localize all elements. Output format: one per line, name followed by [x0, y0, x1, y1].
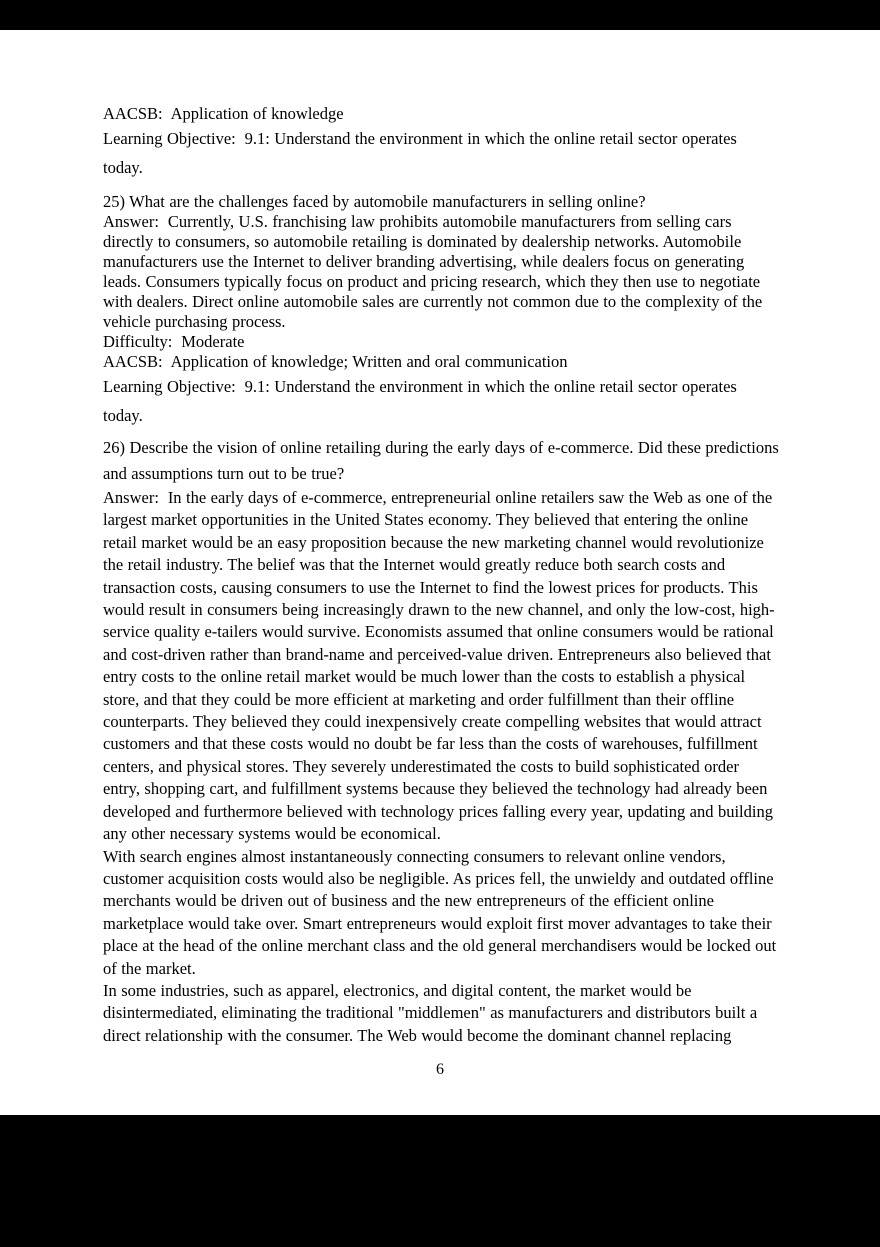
- aacsb-line-2: AACSB: Application of knowledge; Written and oral communication: [103, 352, 568, 371]
- learning-objective-line-2: Learning Objective: 9.1: Understand the environment in which the online retail sector operates today.: [103, 377, 742, 425]
- question-25: 25) What are the challenges faced by automobile manufacturers in selling online?: [103, 192, 646, 211]
- question-26: 26) Describe the vision of online retailing during the early days of e-commerce. Did these predictions and assumptions turn out to be true?: [103, 438, 784, 483]
- document-page: [0, 30, 880, 1115]
- answer-26-part-1: Answer: In the early days of e-commerce, entrepreneurial online retailers saw the Web as one of the largest market opportunities in the United States economy. They believed that entering the online retail market would be an easy proposition because the new marketing channel would revolutionize the retail industry. The belief was that the Internet would greatly reduce both search costs and transaction costs, causing consumers to use the Internet to find the lowest prices for products. This would result in consumers being increasingly drawn to the new channel, and only the low-cost, high-service quality e-tailers would survive. Economists assumed that online consumers would be rational and cost-driven rather than brand-name and perceived-value driven. Entrepreneurs also believed that entry costs to the online retail market would be much lower than the costs to establish a physical store, and that they could be more efficient at marketing and order fulfillment than their offline counterparts. They believed they could inexpensively create compelling websites that would attract customers and that these costs would no doubt be far less than the costs of warehouses, fulfillment centers, and physical stores. They severely underestimated the costs to build sophisticated order entry, shopping cart, and fulfillment systems because they believed the technology had already been developed and furthermore believed with technology prices falling every year, updating and building any other necessary systems would be economical.: [103, 488, 779, 844]
- page-number: 6: [436, 1061, 444, 1078]
- difficulty-line: Difficulty: Moderate: [103, 332, 245, 351]
- answer-26-part-2: With search engines almost instantaneously connecting consumers to relevant online vendors, customer acquisition costs would also be negligible. As prices fell, the unwieldy and outdated offline merchants would be driven out of business and the new entrepreneurs of the efficient online marketplace would take over. Smart entrepreneurs would exploit first mover advantages to take their place at the head of the online merchant class and the old general merchandisers would be locked out of the market.: [103, 846, 781, 978]
- learning-objective-line: Learning Objective: 9.1: Understand the environment in which the online retail sector operates today.: [103, 129, 742, 177]
- answer-25: Answer: Currently, U.S. franchising law prohibits automobile manufacturers from selling cars directly to consumers, so automobile retailing is dominated by dealership networks. Automobile manufacturers use the Internet to deliver branding advertising, while dealers focus on generating leads. Consumers typically focus on product and pricing research, which they then use to negotiate with dealers. Direct online automobile sales are currently not common due to the complexity of the vehicle purchasing process.: [103, 212, 767, 331]
- aacsb-line: AACSB: Application of knowledge: [103, 104, 344, 123]
- answer-26-part-3: In some industries, such as apparel, electronics, and digital content, the market would be disintermediated, eliminating the traditional "middlemen" as manufacturers and distributors built a direct relationship with the consumer. The Web would become the dominant channel replacing: [103, 980, 762, 1045]
- page-content: [103, 104, 784, 1047]
